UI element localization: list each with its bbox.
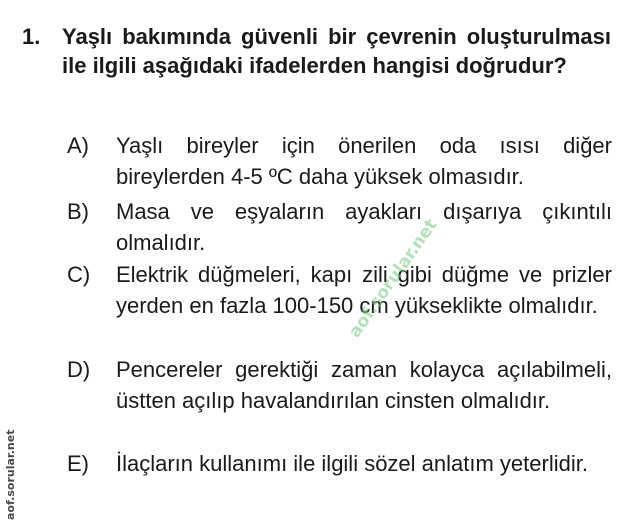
option-letter: D) — [67, 357, 91, 382]
option-letter: C) — [67, 262, 91, 287]
option-text: Pencereler gerektiği zaman kolayca açılabilmeli, üstten açılıp havalandırılan cinsten olmalıdır. — [116, 357, 612, 413]
side-watermark: aof.sorular.net — [4, 429, 17, 520]
question-number: 1. — [22, 24, 41, 49]
option-letter: E) — [67, 451, 89, 476]
option-letter: B) — [67, 199, 89, 224]
option-text: İlaçların kullanımı ile ilgili sözel anlatım yeterlidir. — [116, 451, 588, 476]
option-letter: A) — [67, 133, 89, 158]
diagonal-watermark: aof.sorular.net — [345, 215, 442, 342]
question-text: Yaşlı bakımında güvenli bir çevrenin oluşturulması ile ilgili aşağıdaki ifadelerden hangisi doğrudur? — [62, 24, 611, 78]
option-text: Yaşlı bireyler için önerilen oda ısısı diğer bireylerden 4-5 ºC daha yüksek olmasıdır. — [116, 133, 612, 189]
option-text: Elektrik düğmeleri, kapı zili gibi düğme ve prizler yerden en fazla 100-150 cm yükseklikte olmalıdır. — [116, 262, 612, 318]
option-text: Masa ve eşyaların ayakları dışarıya çıkıntılı olmalıdır. — [116, 199, 612, 255]
